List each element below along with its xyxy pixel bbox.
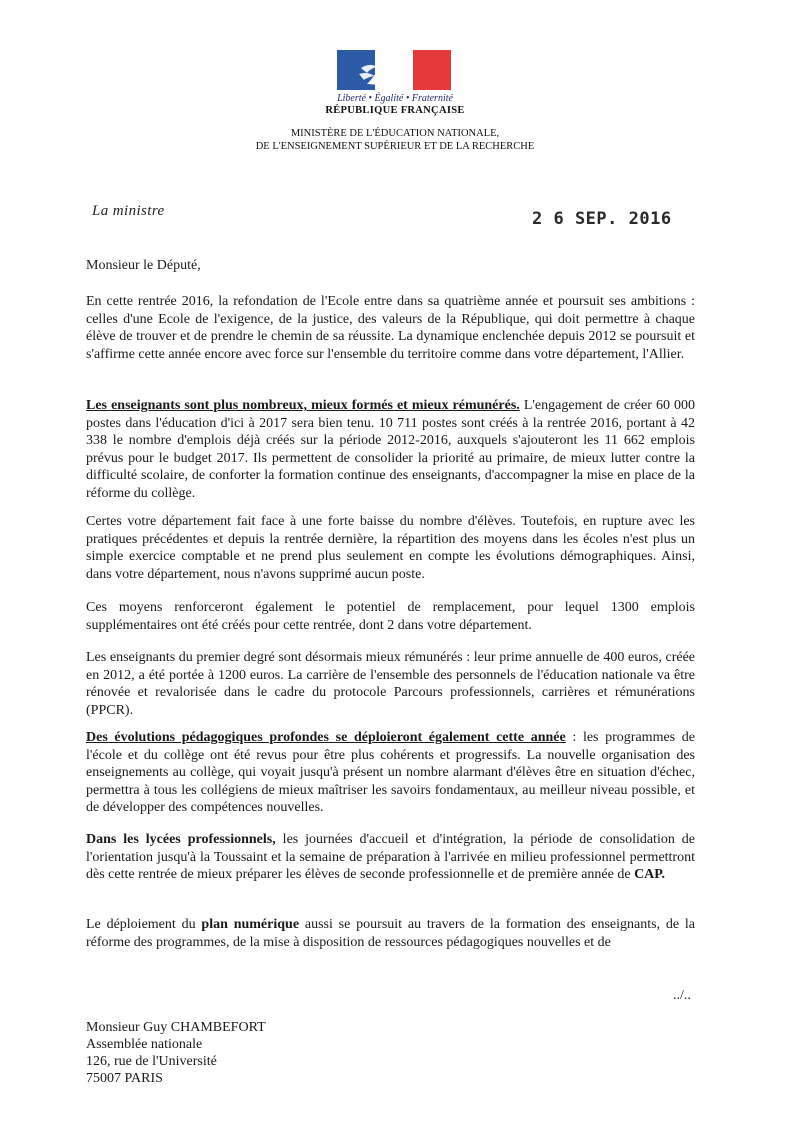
ministry-line-2: DE L'ENSEIGNEMENT SUPÉRIEUR ET DE LA RECHERCHE [255, 141, 535, 152]
recipient-name: Monsieur Guy CHAMBEFORT [86, 1020, 266, 1035]
paragraph-text: Le déploiement du [86, 917, 202, 932]
recipient-street: 126, rue de l'Université [86, 1054, 217, 1069]
marianne-icon [337, 50, 451, 90]
date-stamp: 2 6 SEP. 2016 [532, 209, 672, 229]
ministry-line-1: MINISTÈRE DE L'ÉDUCATION NATIONALE, [290, 128, 500, 139]
paragraph-pedagogy [86, 729, 695, 817]
paragraph-department: Certes votre département fait face à une forte baisse du nombre d'élèves. Toutefois, en rupture avec les pratiques précédentes et depuis la rentrée dernière, la répartition des moyens dans les écoles n'est plus un simple exercice comptable et ne prend plus seulement en compte les évolutions démographiques. Ainsi, dans votre département, nous n'avons supprimé aucun poste. [86, 514, 695, 582]
paragraph-heading: Des évolutions pédagogiques profondes se déploieront également cette année [86, 730, 566, 745]
paragraph-replacement: Ces moyens renforceront également le potentiel de remplacement, pour lequel 1300 emplois supplémentaires ont été créés pour cette rentrée, dont 2 dans votre département. [86, 600, 695, 633]
republic-name: RÉPUBLIQUE FRANÇAISE [325, 105, 465, 116]
paragraph-text: les journées d'accueil et d'intégration, la période de consolidation de l'orientation jusqu'à la Toussaint et la semaine de préparation à l'arrivée en milieu professionnel permettront dès cette rentrée de mieux préparer les élèves de seconde professionnelle et de première année de [86, 832, 695, 883]
salutation: Monsieur le Député, [86, 258, 201, 273]
recipient-institution: Assemblée nationale [86, 1037, 203, 1052]
paragraph-teachers [86, 397, 695, 503]
republic-motto: Liberté • Égalité • Fraternité [337, 93, 453, 104]
paragraph-vocational [86, 831, 695, 884]
paragraph-digital [86, 916, 695, 951]
paragraph-intro: En cette rentrée 2016, la refondation de l'Ecole entre dans sa quatrième année et poursuit ses ambitions : celles d'une Ecole de l'exigence, de la justice, des valeurs de la République, qui doit permettre à chaque élève de trouver et de prendre le chemin de sa réussite. La dynamique enclenchée depuis 2012 se poursuit et s'affirme cette année encore avec force sur l'ensemble du territoire comme dans votre département, l'Allier. [86, 294, 695, 362]
ministry-name [200, 127, 590, 153]
paragraph-emphasis: CAP. [634, 867, 666, 883]
paragraph-heading: Dans les lycées professionnels, [86, 832, 276, 847]
paragraph-text: L'engagement de créer 60 000 postes dans l'éducation d'ici à 2017 sera bien tenu. 10 711 postes sont créés à la rentrée 2016, portant à 42 338 le nombre d'emplois déjà créés sur la période 2012-2016, auxquels s'ajouteront les 11 662 emplois prévus pour le budget 2017. Ils permettent de consolider la priorité au primaire, de mieux lutter contre la difficulté scolaire, de conforter la formation continue des enseignants, d'accompagner la mise en place de la réforme du collège. [86, 398, 696, 501]
paragraph-pay: Les enseignants du premier degré sont désormais mieux rémunérés : leur prime annuelle de 400 euros, créée en 2012, a été portée à 1200 euros. La carrière de l'ensemble des personnels de l'éducation nationale va être rénovée et revalorisée dans le cadre du protocole Parcours professionnels, carrières et rémunérations (PPCR). [86, 650, 695, 718]
paragraph-text-rest: aussi se poursuit au travers de la formation des enseignants, de la réforme des programmes, de la mise à disposition de ressources pédagogiques nouvelles et de [86, 917, 695, 950]
paragraph-text: : les programmes de l'école et du collège ont été revus pour être plus cohérents et progressifs. La nouvelle organisation des enseignements au collège, qui voyait jusqu'à présent un nombre alarmant d'élèves être en situation d'échec, permettra à tous les collégiens de mieux maîtriser les savoirs fondamentaux, au meilleur niveau possible, et de développer des compétences nouvelles. [86, 730, 695, 816]
paragraph-emphasis: plan numérique [201, 917, 300, 932]
recipient-address [86, 1019, 266, 1087]
continued-marker: ../.. [673, 988, 691, 1003]
sender-mark: La ministre [92, 203, 165, 219]
paragraph-heading: Les enseignants sont plus nombreux, mieux formés et mieux rémunérés. [86, 398, 520, 413]
recipient-city: 75007 PARIS [86, 1071, 163, 1086]
